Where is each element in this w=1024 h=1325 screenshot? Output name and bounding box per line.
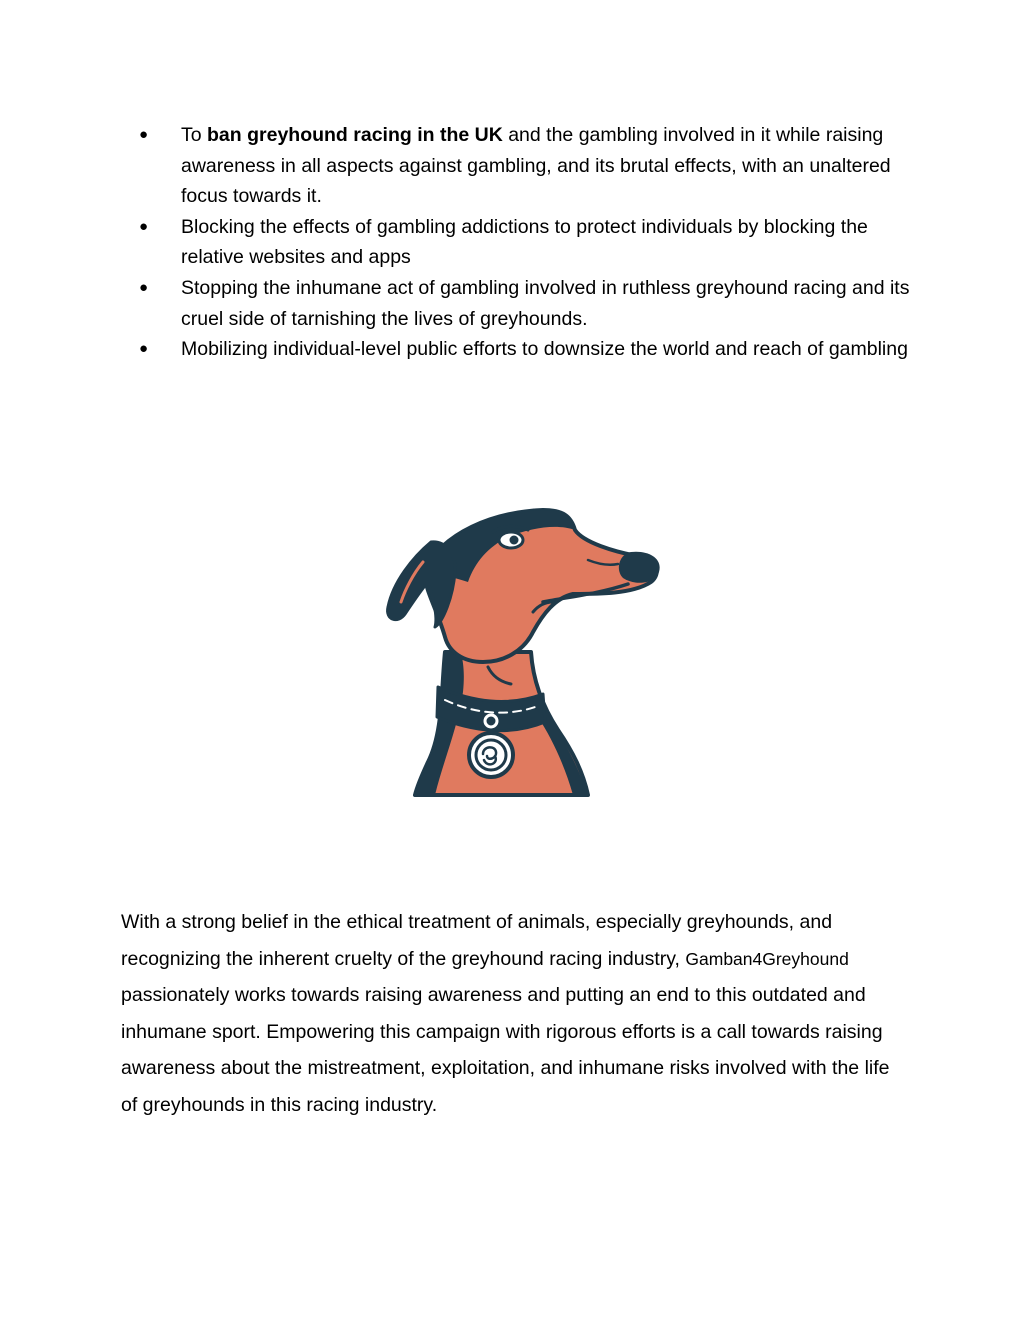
bullet-icon: ● (139, 278, 149, 296)
bullet-icon: ● (139, 126, 149, 143)
bullet-icon: ● (139, 340, 149, 358)
bullet-text: Stopping the inhumane act of gambling involved in ruthless greyhound racing and its cruel side of tarnishing the lives of greyhounds. (181, 276, 910, 330)
greyhound-nose (619, 552, 660, 583)
list-item (139, 212, 914, 273)
list-item (139, 120, 914, 212)
bullet-text: Blocking the effects of gambling addictions to protect individuals by blocking the relative websites and apps (181, 215, 868, 269)
greyhound-illustration (383, 502, 663, 798)
paragraph-text-part2: passionately works towards raising awareness and putting an end to this outdated and inhumane sport. Empowering this campaign with rigorous efforts is a call towards raising awareness about the mistreatment, exploitation, and inhumane risks involved with the life of greyhounds in this racing industry. (121, 984, 890, 1116)
greyhound-pupil (510, 536, 519, 545)
list-item (139, 334, 914, 365)
paragraph-text-part1: With a strong belief in the ethical treatment of animals, especially greyhounds, and recognizing the inherent cruelty of the greyhound racing industry, (121, 911, 833, 970)
bullet-text-rest: and the gambling involved in it while raising awareness in all aspects against gambling, and its brutal effects, with an unaltered focus towards it. (181, 124, 891, 208)
bullet-icon: ● (139, 217, 149, 235)
greyhound-icon (383, 502, 663, 798)
organization-name: Gamban4Greyhound (685, 948, 849, 969)
bullet-text-bold: ban greyhound racing in the UK (207, 124, 503, 146)
list-item (139, 273, 914, 334)
greyhound-ear (388, 542, 456, 627)
bullet-text: Mobilizing individual-level public efforts to downsize the world and reach of gambling (181, 338, 908, 361)
goals-bullet-list (139, 120, 914, 365)
mission-paragraph (121, 904, 911, 1124)
bullet-text-prefix: To (181, 124, 208, 146)
